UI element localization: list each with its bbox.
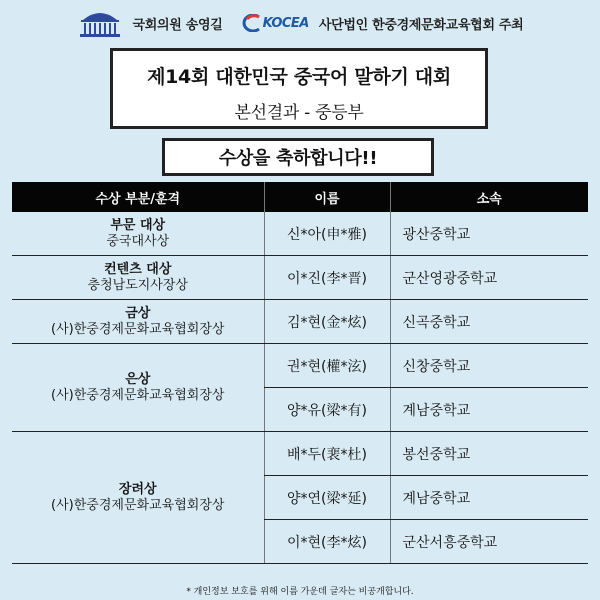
award-title: 부문 대상 [110, 217, 166, 233]
winner-name: 양*유(梁*有) [264, 388, 390, 432]
table-row [12, 212, 588, 256]
award-title: 은상 [125, 371, 151, 387]
winner-school: 신곡중학교 [390, 300, 588, 344]
winner-name: 양*연(梁*延) [264, 476, 390, 520]
title-box [110, 48, 488, 129]
award-subtitle: 중국대사상 [106, 233, 170, 249]
award-title: 장려상 [118, 481, 157, 497]
kocea-logo [239, 14, 309, 32]
winner-school: 군산영광중학교 [390, 256, 588, 300]
table-row [12, 300, 588, 344]
contest-subtitle: 본선결과 - 중등부 [234, 103, 364, 123]
winner-name: 김*현(金*炫) [264, 300, 390, 344]
winner-name: 배*두(裵*杜) [264, 432, 390, 476]
kocea-swoosh-icon [239, 14, 261, 32]
awards-table [12, 182, 588, 564]
national-assembly-icon [77, 8, 123, 38]
award-category [12, 432, 264, 564]
winner-name: 이*진(李*晋) [264, 256, 390, 300]
table-row [12, 344, 588, 388]
congrats-banner: 수상을 축하합니다!! [162, 138, 434, 176]
header-name: 이름 [264, 182, 390, 212]
award-category [12, 256, 264, 300]
winner-name: 이*현(李*炫) [264, 520, 390, 564]
host-assembly-member: 국회의원 송영길 [132, 17, 223, 33]
winner-school: 계남중학교 [390, 388, 588, 432]
award-subtitle: (사)한중경제문화교육협회장상 [51, 497, 225, 513]
winner-school: 봉선중학교 [390, 432, 588, 476]
contest-title: 제14회 대한민국 중국어 말하기 대회 [147, 66, 451, 88]
header [0, 0, 600, 46]
award-subtitle: (사)한중경제문화교육협회장상 [51, 321, 225, 337]
host-association: 사단법인 한중경제문화교육협회 주최 [318, 17, 524, 33]
table-header-row [12, 182, 588, 212]
award-subtitle: (사)한중경제문화교육협회장상 [51, 387, 225, 403]
winner-school: 광산중학교 [390, 212, 588, 256]
award-category [12, 344, 264, 432]
winner-name: 권*현(權*泫) [264, 344, 390, 388]
header-school: 소속 [390, 182, 588, 212]
winner-school: 계남중학교 [390, 476, 588, 520]
table-row [12, 256, 588, 300]
table-row [12, 432, 588, 476]
award-category [12, 300, 264, 344]
header-category: 수상 부분/훈격 [12, 182, 264, 212]
winner-name: 신*아(申*雅) [264, 212, 390, 256]
kocea-logo-text: KOCEA [262, 15, 309, 31]
award-title: 금상 [125, 305, 151, 321]
award-category [12, 212, 264, 256]
privacy-footnote: * 개인정보 보호를 위해 이름 가운데 글자는 비공개합니다. [186, 587, 414, 597]
award-title: 컨텐츠 대상 [104, 261, 172, 277]
award-subtitle: 충청남도지사장상 [87, 277, 188, 293]
winner-school: 군산서흥중학교 [390, 520, 588, 564]
winner-school: 신창중학교 [390, 344, 588, 388]
